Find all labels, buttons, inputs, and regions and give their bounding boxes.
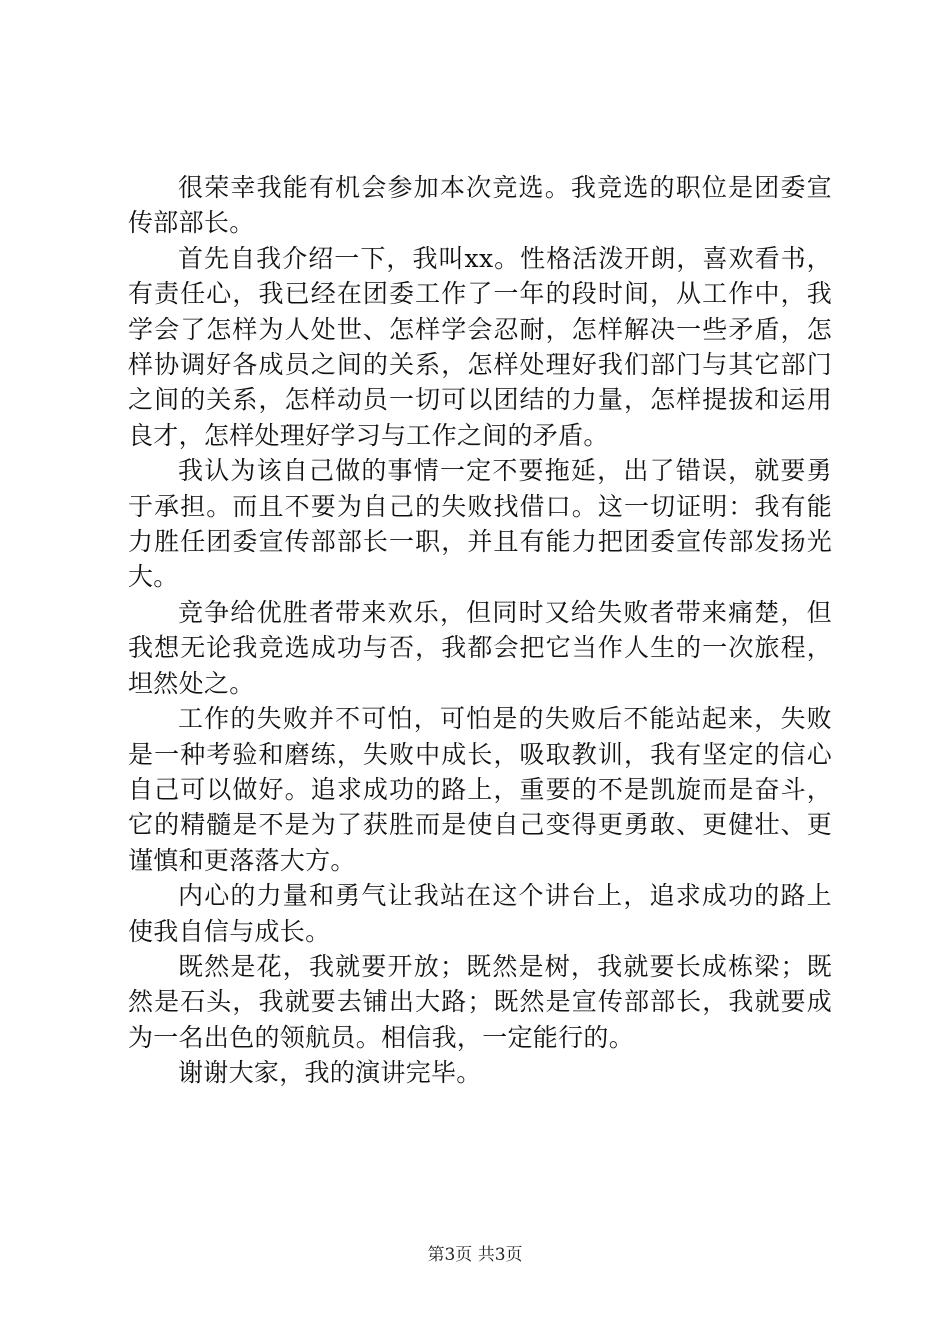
paragraph-intro: 很荣幸我能有机会参加本次竞选。我竞选的职位是团委宣传部部长。 xyxy=(128,173,832,238)
paragraph-courage: 内心的力量和勇气让我站在这个讲台上，追求成功的路上使我自信与成长。 xyxy=(128,881,832,946)
paragraph-failure: 工作的失败并不可怕，可怕是的失败后不能站起来，失败是一种考验和磨练，失败中成长，吸取教训，我有坚定的信心自己可以做好。追求成功的路上，重要的不是凯旋而是奋斗，它的精髓是不是为了获胜而是使自己变得更勇敢、更健壮、更谨慎和更落落大方。 xyxy=(128,704,832,875)
paragraph-commitment: 既然是花，我就要开放；既然是树，我就要长成栋梁；既然是石头，我就要去铺出大路；既然是宣传部部长，我就要成为一名出色的领航员。相信我，一定能行的。 xyxy=(128,951,832,1052)
paragraph-self-introduction: 首先自我介绍一下，我叫xx。性格活泼开朗，喜欢看书，有责任心，我已经在团委工作了一年的段时间，从工作中，我学会了怎样为人处世、怎样学会忍耐，怎样解决一些矛盾，怎样协调好各成员之间的关系，怎样处理好我们部门与其它部门之间的关系，怎样动员一切可以团结的力量，怎样提拔和运用良才，怎样处理好学习与工作之间的矛盾。 xyxy=(128,243,832,450)
page-number-footer: 第3页 共3页 xyxy=(427,1245,523,1265)
paragraph-competition: 竞争给优胜者带来欢乐，但同时又给失败者带来痛楚，但我想无论我竞选成功与否，我都会把它当作人生的一次旅程，坦然处之。 xyxy=(128,597,832,698)
paragraph-responsibility: 我认为该自己做的事情一定不要拖延，出了错误，就要勇于承担。而且不要为自己的失败找借口。这一切证明：我有能力胜任团委宣传部部长一职，并且有能力把团委宣传部发扬光大。 xyxy=(128,456,832,592)
paragraph-closing: 谢谢大家，我的演讲完毕。 xyxy=(178,1058,482,1088)
speech-body xyxy=(128,170,832,1091)
